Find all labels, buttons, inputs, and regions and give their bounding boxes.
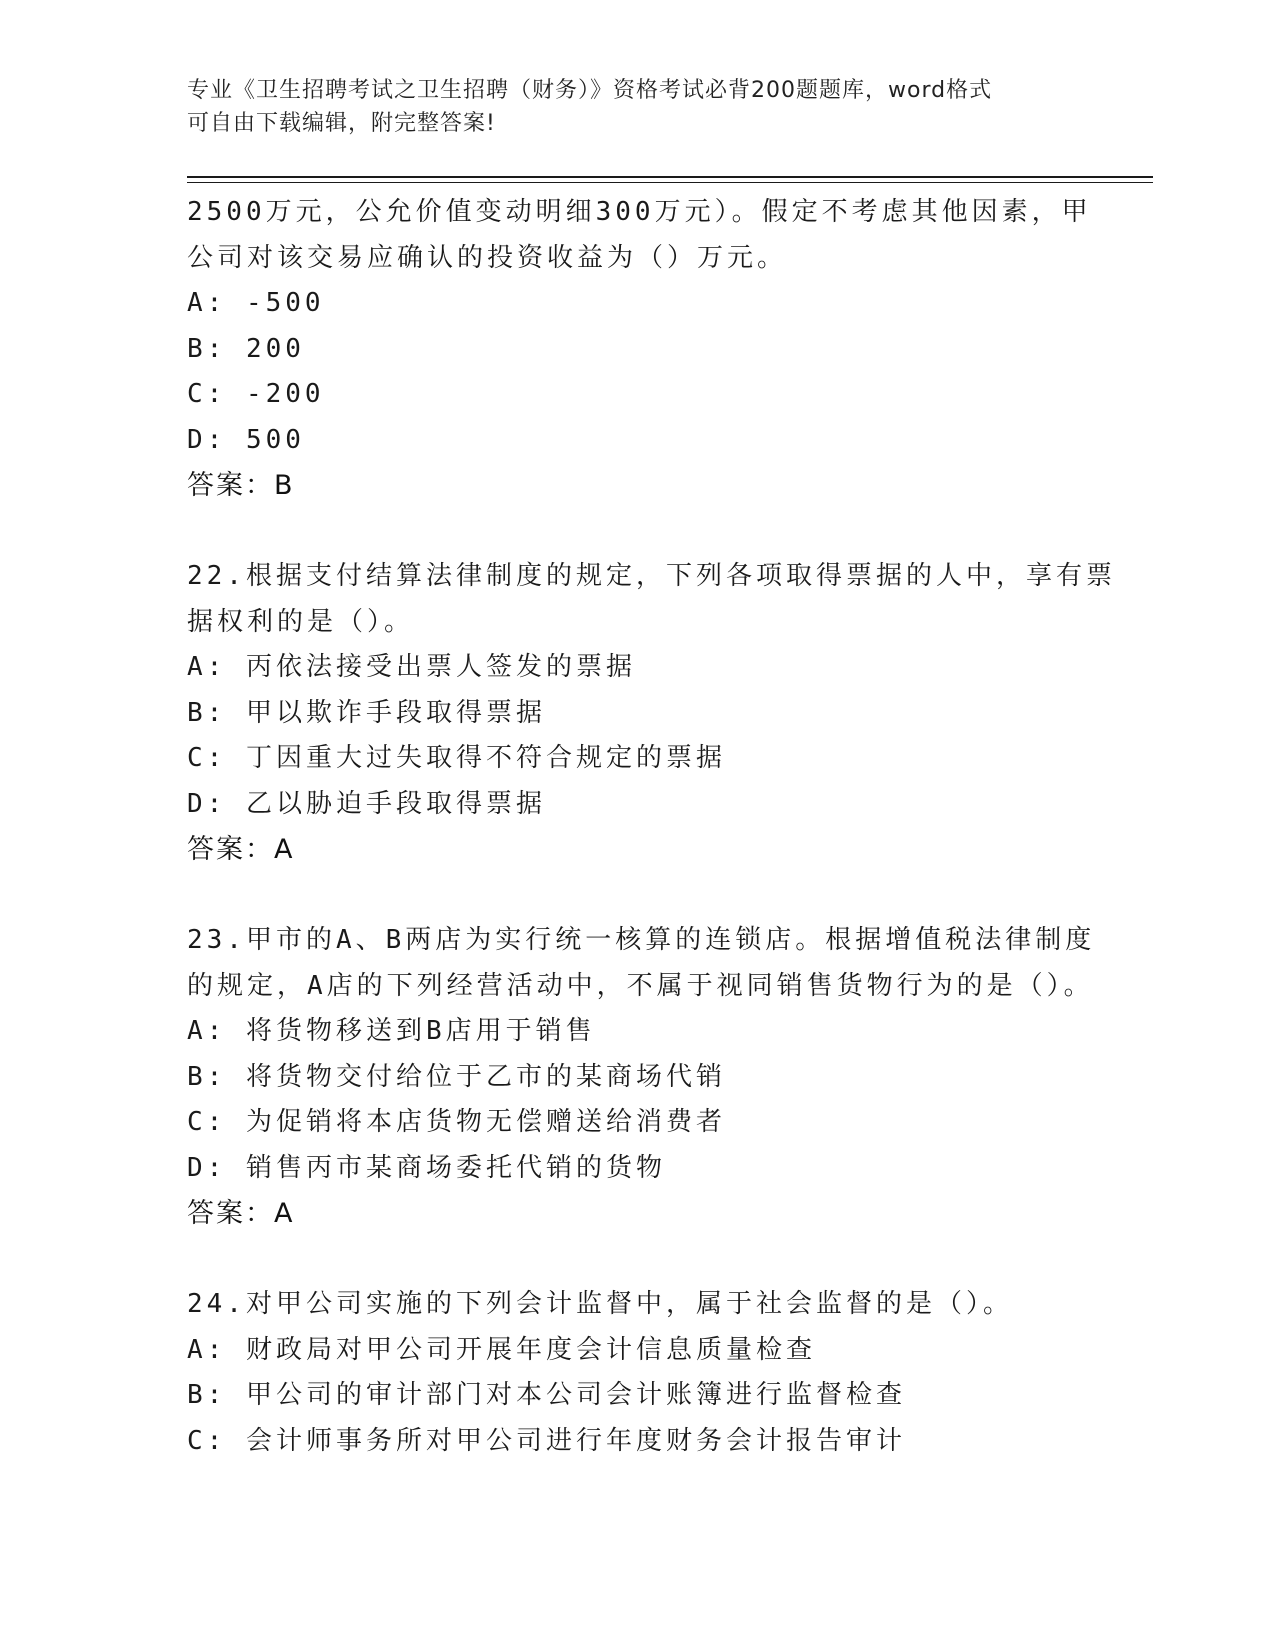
- option-b: B: 甲公司的审计部门对本公司会计账簿进行监督检查: [187, 1380, 906, 1410]
- answer-label: 答案：B: [187, 470, 295, 501]
- option-a: A: 丙依法接受出票人签发的票据: [187, 652, 636, 682]
- question-list: [187, 190, 1116, 1464]
- option-b: B: 200: [187, 333, 305, 364]
- question-block-22: [187, 554, 1116, 873]
- question-text-line: 22.根据支付结算法律制度的规定，下列各项取得票据的人中，享有票: [187, 561, 1116, 591]
- answer-label: 答案：A: [187, 1198, 295, 1229]
- option-a: A: 将货物移送到B店用于销售: [187, 1016, 596, 1046]
- spacer: [187, 873, 1087, 919]
- page-header: [187, 74, 1087, 140]
- question-text-line: 23.甲市的A、B两店为实行统一核算的连锁店。根据增值税法律制度: [187, 925, 1096, 955]
- question-block-continued: [187, 190, 1092, 509]
- answer-label: 答案：A: [187, 834, 295, 865]
- question-block-23: [187, 918, 1096, 1237]
- question-text-line: 24.对甲公司实施的下列会计监督中，属于社会监督的是（）。: [187, 1289, 1013, 1319]
- question-text-line: 公司对该交易应确认的投资收益为（）万元。: [187, 242, 788, 273]
- header-rule-thick: [187, 176, 1153, 178]
- header-rule-thin: [187, 182, 1153, 183]
- option-a: A: -500: [187, 288, 325, 318]
- option-c: C: 为促销将本店货物无偿赠送给消费者: [187, 1107, 726, 1137]
- option-d: D: 500: [187, 424, 305, 455]
- option-d: D: 乙以胁迫手段取得票据: [187, 788, 546, 819]
- question-text-line: 的规定，A店的下列经营活动中，不属于视同销售货物行为的是（）。: [187, 970, 1094, 1001]
- option-c: C: 会计师事务所对甲公司进行年度财务会计报告审计: [187, 1425, 906, 1456]
- question-block-24: [187, 1282, 1087, 1464]
- option-b: B: 将货物交付给位于乙市的某商场代销: [187, 1061, 726, 1092]
- header-line-1: 专业《卫生招聘考试之卫生招聘（财务）》资格考试必背200题题库，word格式: [187, 78, 993, 103]
- option-c: C: -200: [187, 379, 325, 409]
- header-line-2: 可自由下载编辑，附完整答案!: [187, 111, 496, 136]
- option-d: D: 销售丙市某商场委托代销的货物: [187, 1152, 666, 1183]
- option-b: B: 甲以欺诈手段取得票据: [187, 697, 546, 728]
- spacer: [187, 509, 1087, 555]
- option-c: C: 丁因重大过失取得不符合规定的票据: [187, 743, 726, 773]
- question-text-line: 据权利的是（）。: [187, 606, 415, 637]
- question-text-line: 2500万元，公允价值变动明细300万元）。假定不考虑其他因素，甲: [187, 197, 1092, 227]
- spacer: [187, 1237, 1087, 1283]
- option-a: A: 财政局对甲公司开展年度会计信息质量检查: [187, 1334, 816, 1365]
